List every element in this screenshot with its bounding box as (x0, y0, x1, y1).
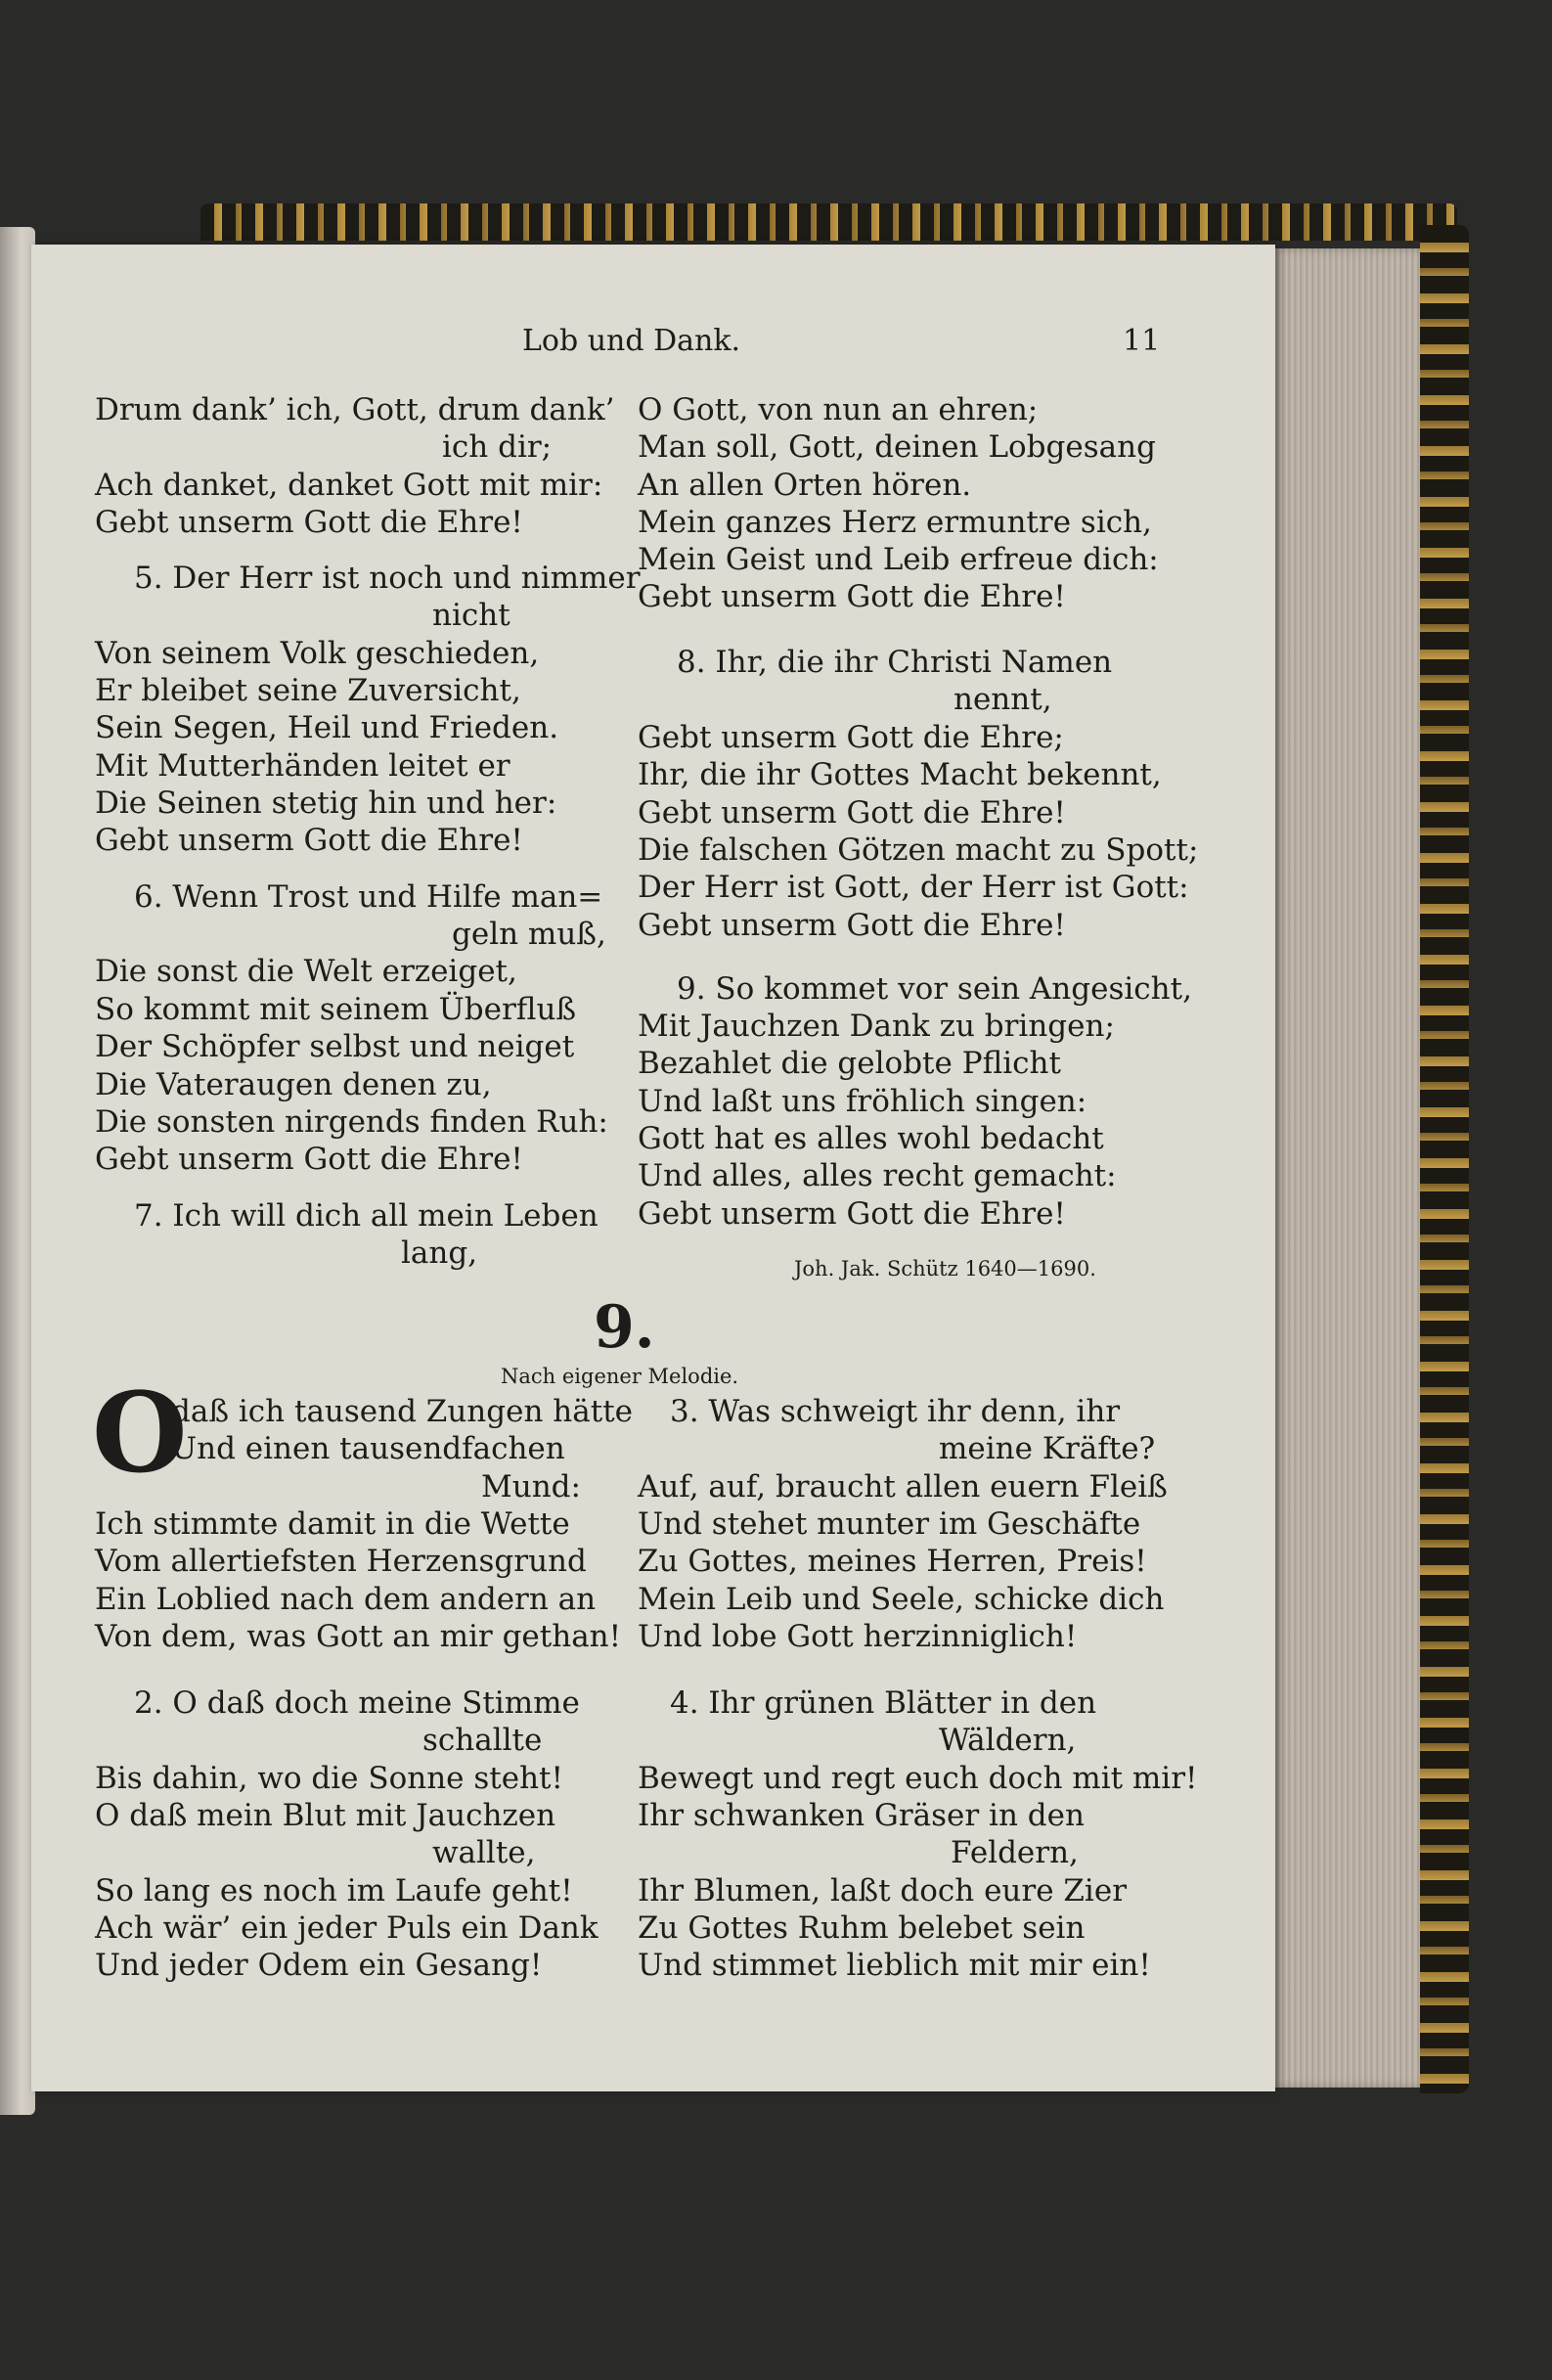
verse-line: Gebt unserm Gott die Ehre! (95, 1142, 523, 1177)
verse-line: Sein Segen, Heil und Frieden. (95, 710, 559, 745)
verse-line: Ihr Blumen, laßt doch eure Zier (638, 1873, 1128, 1908)
verse-line: 7. Ich will dich all mein Leben (134, 1198, 599, 1234)
verse-line: Ach danket, danket Gott mit mir: (95, 468, 603, 503)
gilded-spine (1420, 225, 1469, 2093)
verse-line: Bis dahin, wo die Sonne steht! (95, 1761, 563, 1796)
verse-line: Man soll, Gott, deinen Lobgesang (638, 429, 1156, 465)
page-block-edges (1273, 248, 1420, 2088)
verse-line: So lang es noch im Laufe geht! (95, 1873, 573, 1908)
melody-note: Nach eigener Melodie. (501, 1365, 739, 1388)
verse-line: nicht (432, 598, 510, 633)
verse-line: Er bleibet seine Zuversicht, (95, 673, 521, 708)
verse-line: O daß mein Blut mit Jauchzen (95, 1798, 556, 1833)
verse-line: Von dem, was Gott an mir gethan! (95, 1619, 622, 1654)
ornamental-border (200, 203, 1457, 241)
verse-line: nennt, (953, 682, 1052, 717)
verse-line: Ihr schwanken Gräser in den (638, 1798, 1085, 1833)
verse-line: Gebt unserm Gott die Ehre! (638, 908, 1066, 943)
verse-line: 6. Wenn Trost und Hilfe man= (134, 879, 603, 915)
drop-cap: O (92, 1370, 188, 1498)
verse-line: meine Kräfte? (939, 1431, 1156, 1466)
verse-line: ich dir; (442, 429, 553, 465)
verse-line: Und stehet munter im Geschäfte (638, 1506, 1141, 1542)
verse-line: schallte (422, 1723, 543, 1758)
attribution: Joh. Jak. Schütz 1640—1690. (794, 1257, 1096, 1280)
verse-line: Gebt unserm Gott die Ehre; (638, 720, 1064, 755)
verse-line: An allen Orten hören. (638, 468, 972, 503)
verse-line: O Gott, von nun an ehren; (638, 392, 1039, 427)
verse-line: daß ich tausend Zungen hätte (171, 1394, 633, 1429)
verse-line: Von seinem Volk geschieden, (95, 636, 540, 671)
verse-line: Gott hat es alles wohl bedacht (638, 1121, 1104, 1156)
verse-line: 5. Der Herr ist noch und nimmer (134, 561, 641, 596)
verse-line: lang, (401, 1235, 478, 1271)
verse-line: Gebt unserm Gott die Ehre! (95, 505, 523, 540)
verse-line: Und stimmet lieblich mit mir ein! (638, 1948, 1151, 1983)
verse-line: 9. So kommet vor sein Angesicht, (677, 971, 1192, 1007)
verse-line: Bezahlet die gelobte Pflicht (638, 1046, 1061, 1081)
verse-line: Die Vateraugen denen zu, (95, 1067, 492, 1102)
verse-line: geln muß, (452, 917, 606, 952)
verse-line: Mein ganzes Herz ermuntre sich, (638, 505, 1152, 540)
page-number: 11 (1123, 324, 1161, 358)
verse-line: Bewegt und regt euch doch mit mir! (638, 1761, 1198, 1796)
previous-page-edge (0, 227, 35, 2115)
verse-line: 2. O daß doch meine Stimme (134, 1685, 580, 1721)
verse-line: 4. Ihr grünen Blätter in den (670, 1685, 1097, 1721)
verse-line: Die Seinen stetig hin und her: (95, 786, 557, 821)
verse-line: Ein Loblied nach dem andern an (95, 1582, 597, 1617)
verse-line: Und laßt uns fröhlich singen: (638, 1084, 1087, 1119)
verse-line: Die sonsten nirgends finden Ruh: (95, 1104, 608, 1140)
verse-line: Die sonst die Welt erzeiget, (95, 954, 517, 989)
verse-line: Der Herr ist Gott, der Herr ist Gott: (638, 870, 1189, 905)
verse-line: Gebt unserm Gott die Ehre! (638, 795, 1066, 831)
verse-line: Vom allertiefsten Herzensgrund (95, 1544, 587, 1579)
verse-line: Feldern, (951, 1835, 1079, 1870)
verse-line: Die falschen Götzen macht zu Spott; (638, 832, 1199, 868)
verse-line: Auf, auf, braucht allen euern Fleiß (638, 1469, 1168, 1504)
verse-line: Wäldern, (939, 1723, 1077, 1758)
verse-line: Zu Gottes Ruhm belebet sein (638, 1910, 1086, 1946)
verse-line: Gebt unserm Gott die Ehre! (638, 579, 1066, 614)
book-page (31, 245, 1275, 2091)
verse-line: Und lobe Gott herzinniglich! (638, 1619, 1078, 1654)
verse-line: Drum dank’ ich, Gott, drum dank’ (95, 392, 615, 427)
verse-line: Und jeder Odem ein Gesang! (95, 1948, 543, 1983)
verse-line: Gebt unserm Gott die Ehre! (638, 1196, 1066, 1232)
verse-line: 8. Ihr, die ihr Christi Namen (677, 645, 1113, 680)
verse-line: wallte, (432, 1835, 536, 1870)
verse-line: Ach wär’ ein jeder Puls ein Dank (95, 1910, 599, 1946)
verse-line: Und einen tausendfachen (171, 1431, 565, 1466)
verse-line: Und alles, alles recht gemacht: (638, 1158, 1117, 1193)
verse-line: 3. Was schweigt ihr denn, ihr (670, 1394, 1121, 1429)
verse-line: Gebt unserm Gott die Ehre! (95, 823, 523, 858)
verse-line: Mit Jauchzen Dank zu bringen; (638, 1009, 1115, 1044)
verse-line: So kommt mit seinem Überfluß (95, 992, 577, 1027)
verse-line: Mund: (481, 1469, 581, 1504)
verse-line: Der Schöpfer selbst und neiget (95, 1029, 575, 1064)
verse-line: Mit Mutterhänden leitet er (95, 748, 510, 784)
verse-line: Ihr, die ihr Gottes Macht bekennt, (638, 757, 1162, 792)
verse-line: Mein Geist und Leib erfreue dich: (638, 542, 1159, 577)
verse-line: Zu Gottes, meines Herren, Preis! (638, 1544, 1147, 1579)
verse-line: Mein Leib und Seele, schicke dich (638, 1582, 1165, 1617)
verse-line: Ich stimmte damit in die Wette (95, 1506, 570, 1542)
running-header: Lob und Dank. (522, 324, 741, 358)
hymn-number: 9. (594, 1293, 655, 1362)
